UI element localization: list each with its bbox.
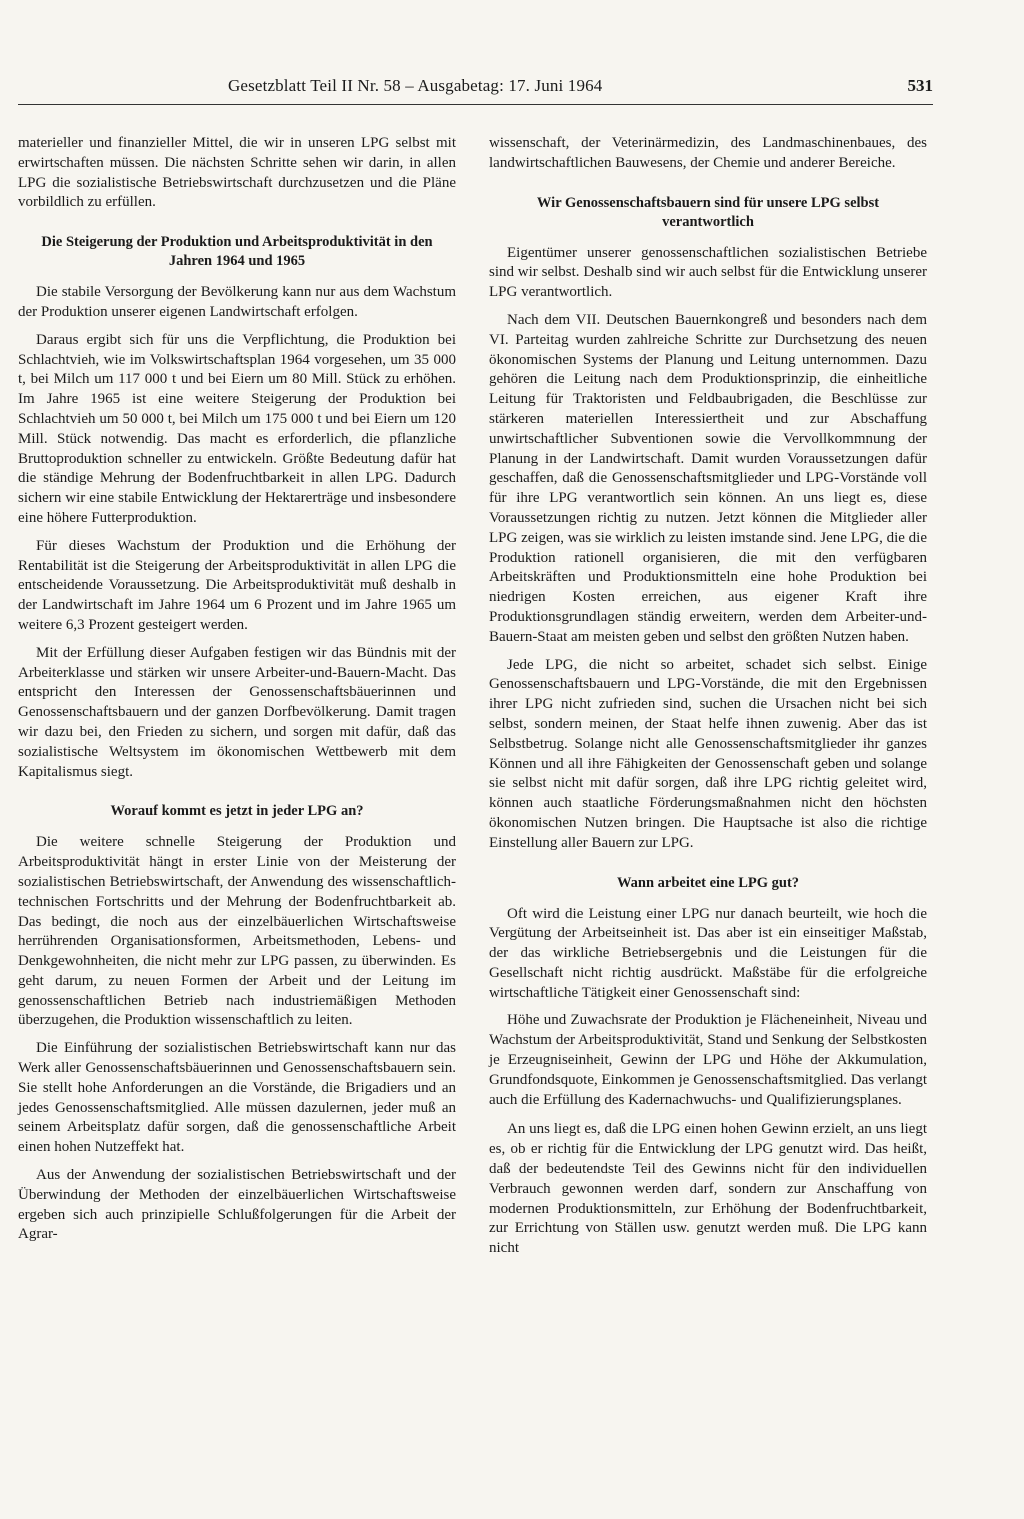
paragraph: An uns liegt es, daß die LPG einen hohen Gewinn erzielt, an uns liegt es, ob er richtig für die Entwicklung der LPG genutzt wird. Das heißt, daß der bedeutendste Teil des Gewinns nicht für den individuellen Verbrauch gewonnen werden darf, sondern zur Anschaffung von modernen Produktionsmitteln, zur Erhöhung der Bodenfruchtbarkeit, zur Errichtung von Ställen usw. genutzt werden muß. Die LPG kann nicht: [489, 1121, 927, 1257]
paragraph: Aus der Anwendung der sozialistischen Betriebswirtschaft und der Überwindung der Methoden der einzelbäuerlichen Wirtschaftsweise ergeben sich auch prinzipielle Schlußfolgerungen für die Arbeit der Agrar-: [18, 1167, 456, 1243]
paragraph: Eigentümer unserer genossenschaftlichen sozialistischen Betriebe sind wir selbst. Deshalb sind wir auch selbst für die Entwicklung unserer LPG verantwortlich.: [489, 244, 927, 301]
section-heading: Wann arbeitet eine LPG gut?: [616, 874, 800, 891]
paragraph: Für dieses Wachstum der Produktion und die Erhöhung der Rentabilität ist die Steigerung der Arbeitsproduktivität in allen LPG die entscheidende Voraussetzung. Die Arbeitsproduktivität muß deshalb in der Landwirtschaft im Jahre 1964 um 6 Prozent und im Jahre 1965 um weitere 6,3 Prozent gesteigert werden.: [18, 537, 456, 633]
page-number: 531: [907, 76, 933, 95]
paragraph: Mit der Erfüllung dieser Aufgaben festigen wir das Bündnis mit der Arbeiterklasse und stärken wir unsere Arbeiter-und-Bauern-Macht. Das entspricht den Interessen der Genossenschaftsbäuerinnen und Genossenschaftsbauern und der ganzen Dorfbevölkerung. Damit tragen wir dazu bei, den Frieden zu sichern, und sorgen mit dafür, daß das sozialistische Weltsystem im ökonomischen Wettbewerb mit dem Kapitalismus siegt.: [18, 644, 456, 780]
paragraph: materieller und finanzieller Mittel, die wir in unseren LPG selbst mit erwirtschaften müssen. Die nächsten Schritte sehen wir darin, in allen LPG die sozialistische Betriebswirtschaft durchzusetzen und die Pläne vorbildlich zu erfüllen.: [18, 135, 456, 211]
page-header: [18, 76, 933, 106]
paragraph: Die Einführung der sozialistischen Betriebswirtschaft kann nur das Werk aller Genossenschaftsbäuerinnen und Genossenschaftsbauern sein. Sie stellt hohe Anforderungen an die Vorstände, die Brigadiers und an jedes Genossenschaftsmitglied. Alle müssen dazulernen, jeder muß an seinem Arbeitsplatz dafür sorgen, daß die genossenschaftliche Arbeit einen hohen Nutzeffekt hat.: [18, 1040, 456, 1156]
section-heading: Wir Genossenschaftsbauern sind für unsere LPG selbst verantwortlich: [536, 194, 880, 230]
section-heading: Die Steigerung der Produktion und Arbeitsproduktivität in den Jahren 1964 und 1965: [41, 234, 433, 270]
paragraph: Oft wird die Leistung einer LPG nur danach beurteilt, wie hoch die Vergütung der Arbeitseinheit ist. Das aber ist ein einseitiger Maßstab, der das wirkliche Betriebsergebnis und die Leistungen für die Gesellschaft nicht richtig ausdrückt. Maßstäbe für die erfolgreiche wirtschaftliche Tätigkeit einer Genossenschaft sind:: [489, 905, 927, 1001]
paragraph: Nach dem VII. Deutschen Bauernkongreß und besonders nach dem VI. Parteitag wurden zahlreiche Schritte zur Durchsetzung des neuen ökonomischen Systems der Planung und Leitung unternommen. Dazu gehören die Leitung nach dem Produktionsprinzip, die einheitliche Leitung für Traktoristen und Feldbaubrigaden, die Beschlüsse zur stärkeren materiellen Interessiertheit und zur Abschaffung unwirtschaftlicher Subventionen sowie die Vervollkommnung der Planung in der Landwirtschaft. Damit wurden Voraussetzungen dafür geschaffen, daß die Genossenschaftsmitglieder und LPG-Vorstände voll für ihre LPG verantwortlich sein können. An uns liegt es, diese Voraussetzungen richtig zu nutzen. Jetzt können die Mitglieder aller LPG zeigen, was sie wirklich zu leisten imstande sind. Jene LPG, die die Produktion rationell organisieren, die mit den verfügbaren Arbeitskräften und Produktionsmitteln eine hohe Produktion bei niedrigen Kosten erreichen, aus eigener Kraft ihre Produktionsgrundlagen ständig erweitern, werden dem Arbeiter-und-Bauern-Staat am meisten geben und selbst den größten Nutzen haben.: [489, 311, 927, 645]
paragraph: Jede LPG, die nicht so arbeitet, schadet sich selbst. Einige Genossenschaftsbauern und LPG-Vorstände, die mit den Ergebnissen ihrer LPG nicht zufrieden sind, suchen die Ursachen nicht bei sich selbst, sondern meinen, der Staat helfe ihnen zuwenig. Aber das ist Selbstbetrug. Solange nicht alle Genossenschaftsmitglieder ihr ganzes Können und all ihre Fähigkeiten der Genossenschaft geben und solange sie selbst nicht mit dafür sorgen, daß ihre LPG richtig geleitet wird, können auch staatliche Förderungsmaßnahmen nicht den höchsten ökonomischen Nutzen bringen. Die Hauptsache ist also die richtige Einstellung aller Bauern zur LPG.: [489, 656, 927, 851]
paragraph: Daraus ergibt sich für uns die Verpflichtung, die Produktion bei Schlachtvieh, wie im Volkswirtschaftsplan 1964 vorgesehen, um 35 000 t, bei Milch um 117 000 t und bei Eiern um 80 Mill. Stück zu erhöhen. Im Jahre 1965 ist eine weitere Steigerung der Produktion bei Schlachtvieh um 50 000 t, bei Milch um 175 000 t und bei Eiern um 120 Mill. Stück notwendig. Das macht es erforderlich, die pflanzliche Bruttoproduktion schneller zu entwickeln. Größte Bedeutung dafür hat die ständige Mehrung der Bodenfruchtbarkeit in allen LPG. Dadurch sichern wir eine stabile Entwicklung der Hektarerträge und insbesondere eine höhere Futterproduktion.: [18, 331, 456, 526]
right-column: [489, 134, 927, 1267]
header-divider: [18, 104, 933, 105]
paragraph: Die weitere schnelle Steigerung der Produktion und Arbeitsproduktivität hängt in erster Linie von der Meisterung der sozialistischen Betriebswirtschaft, der Anwendung des wissenschaftlich-technischen Fortschritts und der Mehrung der Bodenfruchtbarkeit ab. Das bedingt, die noch aus der einzelbäuerlichen Wirtschaftsweise herrührenden Organisationsformen, Arbeitsmethoden, Lebens- und Denkgewohnheiten, die nicht mehr zur LPG passen, zu überwinden. Es geht darum, zu neuen Formen der Arbeit und der Leitung im genossenschaftlichen Betrieb nach industriemäßigen Methoden überzugehen, die Produktion wissenschaftlich zu leiten.: [18, 834, 456, 1029]
gazette-title: Gesetzblatt Teil II Nr. 58 – Ausgabetag: 17. Juni 1964: [228, 76, 603, 95]
paragraph: Die stabile Versorgung der Bevölkerung kann nur aus dem Wachstum der Produktion unserer eigenen Landwirtschaft erfolgen.: [18, 284, 456, 320]
paragraph: wissenschaft, der Veterinärmedizin, des Landmaschinenbaues, des landwirtschaftlichen Bauwesens, der Chemie und anderer Bereiche.: [489, 135, 927, 171]
criteria-list: Höhe und Zuwachsrate der Produktion je Flächeneinheit, Niveau und Wachstum der Arbeitsproduktivität, Stand und Senkung der Selbstkosten je Erzeugniseinheit, Gewinn der LPG und Höhe der Akkumulation, Grundfondsquote, Einkommen je Genossenschaftsmitglied. Das verlangt auch die Erfüllung des Kadernachwuchs- und Qualifizierungsplanes.: [489, 1012, 927, 1108]
left-column: [18, 134, 456, 1253]
section-heading: Worauf kommt es jetzt in jeder LPG an?: [110, 803, 364, 820]
